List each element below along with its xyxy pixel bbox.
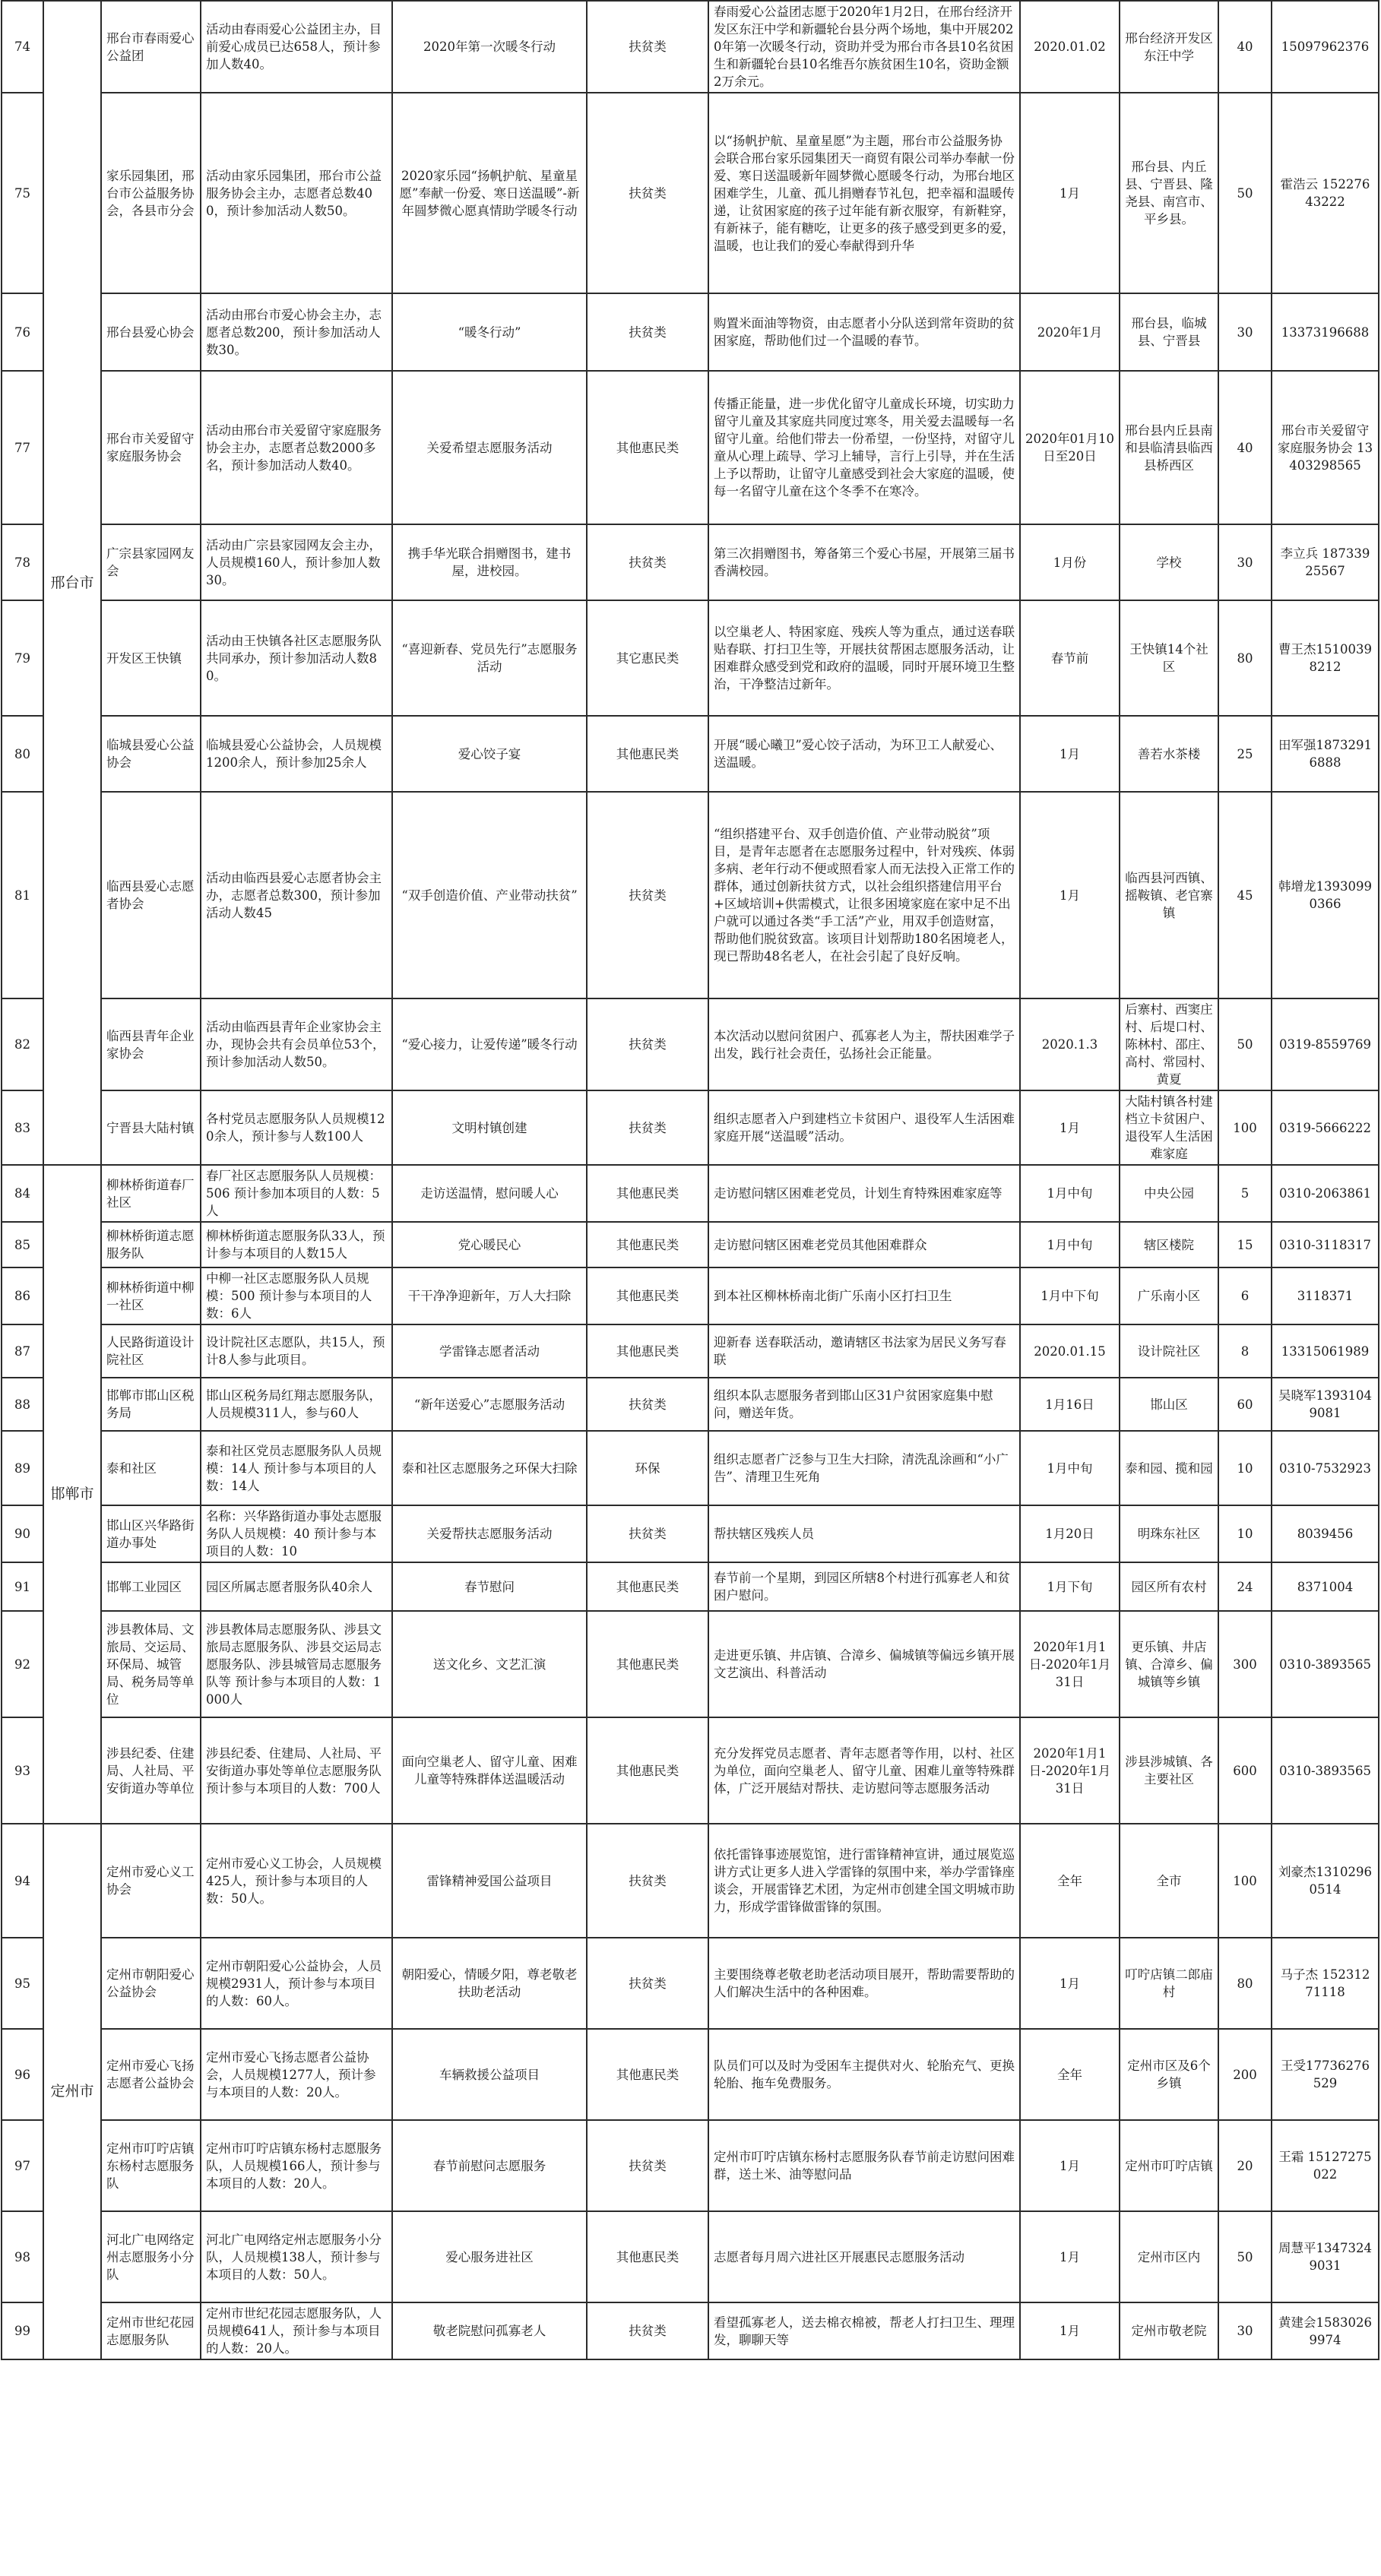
content-cell: 走访慰问辖区困难老党员其他困难群众 [708,1222,1020,1267]
time-cell: 1月中旬 [1020,1165,1120,1222]
activity-name-cell: 春节前慰问志愿服务 [392,2120,587,2211]
participants-cell: 45 [1218,792,1272,998]
content-cell: 到本社区柳林桥南北街广乐南小区打扫卫生 [708,1267,1020,1324]
time-cell: 2020年1月1日-2020年1月31日 [1020,1611,1120,1717]
table-row [2,1324,1379,1378]
place-cell: 邢台县、内丘县、宁晋县、隆尧县、南宫市、平乡县。 [1120,93,1218,293]
table-row [2,2120,1379,2211]
description-cell: 春厂社区志愿服务队人员规模：506 预计参加本项目的人数：5人 [201,1165,392,1222]
contact-cell: 田军强18732916888 [1272,716,1379,792]
organization-cell: 柳林桥街道春厂社区 [101,1165,201,1222]
contact-cell: 0310-7532923 [1272,1431,1379,1505]
description-cell: 定州市爱心飞扬志愿者公益协会，人员规模1277人，预计参与本项目的人数：20人。 [201,2029,392,2120]
table-row [2,792,1379,998]
content-cell: 购置米面油等物资，由志愿者小分队送到常年资助的贫困家庭，帮助他们过一个温暖的春节。 [708,293,1020,371]
row-number-cell: 81 [2,792,43,998]
activity-name-cell: “暖冬行动” [392,293,587,371]
place-cell: 涉县涉城镇、各主要社区 [1120,1717,1218,1824]
time-cell: 1月下旬 [1020,1562,1120,1611]
category-cell: 其他惠民类 [587,1562,708,1611]
content-cell: 以空巢老人、特困家庭、残疾人等为重点，通过送春联贴春联、打扫卫生等，开展扶贫帮困志愿服务活动，让困难群众感受到党和政府的温暖，同时开展环境卫生整治，干净整洁过新年。 [708,600,1020,716]
participants-cell: 200 [1218,2029,1272,2120]
contact-cell: 0310-3118317 [1272,1222,1379,1267]
description-cell: 活动由家乐园集团，邢台市公益服务协会主办，志愿者总数400，预计参加活动人数50。 [201,93,392,293]
contact-cell: 黄建会15830269974 [1272,2302,1379,2359]
description-cell: 涉县教体局志愿服务队、涉县文旅局志愿服务队、涉县交运局志愿服务队、涉县城管局志愿服务队等 预计参与本项目的人数：1000人 [201,1611,392,1717]
contact-cell: 13315061989 [1272,1324,1379,1378]
row-number-cell: 84 [2,1165,43,1222]
table-row [2,1222,1379,1267]
place-cell: 广乐南小区 [1120,1267,1218,1324]
participants-cell: 8 [1218,1324,1272,1378]
organization-cell: 开发区王快镇 [101,600,201,716]
table-row [2,2211,1379,2302]
content-cell: 本次活动以慰问贫困户、孤寡老人为主，帮扶困难学子出发，践行社会责任，弘扬社会正能量。 [708,998,1020,1090]
participants-cell: 30 [1218,293,1272,371]
organization-cell: 邢台市关爱留守家庭服务协会 [101,371,201,524]
contact-cell: 8039456 [1272,1505,1379,1562]
activity-name-cell: 2020年第一次暖冬行动 [392,1,587,93]
description-cell: 定州市叮咛店镇东杨村志愿服务队，人员规模166人，预计参与本项目的人数：20人。 [201,2120,392,2211]
participants-cell: 6 [1218,1267,1272,1324]
time-cell: 全年 [1020,2029,1120,2120]
contact-cell: 3118371 [1272,1267,1379,1324]
participants-cell: 100 [1218,1824,1272,1938]
organization-cell: 临西县青年企业家协会 [101,998,201,1090]
activity-name-cell: “喜迎新春、党员先行”志愿服务活动 [392,600,587,716]
organization-cell: 定州市朝阳爱心公益协会 [101,1938,201,2029]
category-cell: 扶贫类 [587,524,708,600]
description-cell: 河北广电网络定州志愿服务小分队，人员规模138人，预计参与本项目的人数：50人。 [201,2211,392,2302]
category-cell: 扶贫类 [587,93,708,293]
row-number-cell: 89 [2,1431,43,1505]
table-row [2,2302,1379,2359]
activity-name-cell: 泰和社区志愿服务之环保大扫除 [392,1431,587,1505]
category-cell: 其他惠民类 [587,1324,708,1378]
content-cell: 定州市叮咛店镇东杨村志愿服务队春节前走访慰问困难群，送土米、油等慰问品 [708,2120,1020,2211]
row-number-cell: 76 [2,293,43,371]
content-cell: 开展“暖心曦卫”爱心饺子活动，为环卫工人献爱心、送温暖。 [708,716,1020,792]
participants-cell: 100 [1218,1090,1272,1165]
contact-cell: 8371004 [1272,1562,1379,1611]
contact-cell: 0310-2063861 [1272,1165,1379,1222]
contact-cell: 王受17736276529 [1272,2029,1379,2120]
contact-cell: 周慧平13473249031 [1272,2211,1379,2302]
activity-name-cell: 携手华光联合捐赠图书，建书屋，进校园。 [392,524,587,600]
contact-cell: 霍浩云 15227643222 [1272,93,1379,293]
category-cell: 环保 [587,1431,708,1505]
activity-name-cell: 朝阳爱心，情暖夕阳，尊老敬老扶助老活动 [392,1938,587,2029]
organization-cell: 定州市世纪花园志愿服务队 [101,2302,201,2359]
content-cell: “组织搭建平台、双手创造价值、产业带动脱贫”项目，是青年志愿者在志愿服务过程中，针对残疾、体弱多病、老年行动不便或照看家人而无法投入正常工作的群体，通过创新扶贫方式，以社会组织搭建信用平台+区域培训+供需模式，让很多困境家庭在家中足不出户就可以通过各类“手工活”产业，用双手创造财富，帮助他们脱贫致富。该项目计划帮助180名困境老人，现已帮助48名老人，在社会引起了良好反响。 [708,792,1020,998]
description-cell: 活动由广宗县家园网友会主办，人员规模160人，预计参加人数30。 [201,524,392,600]
content-cell: 队员们可以及时为受困车主提供对火、轮胎充气、更换轮胎、拖车免费服务。 [708,2029,1020,2120]
category-cell: 其他惠民类 [587,371,708,524]
description-cell: 柳林桥街道志愿服务队33人，预计参与本项目的人数15人 [201,1222,392,1267]
content-cell: 组织本队志愿服务者到邯山区31户贫困家庭集中慰问，赠送年货。 [708,1378,1020,1431]
activity-name-cell: 雷锋精神爱国公益项目 [392,1824,587,1938]
time-cell: 1月中下旬 [1020,1267,1120,1324]
organization-cell: 定州市叮咛店镇东杨村志愿服务队 [101,2120,201,2211]
organization-cell: 临城县爱心公益协会 [101,716,201,792]
content-cell: 走进更乐镇、井店镇、合漳乡、偏城镇等偏远乡镇开展文艺演出、科普活动 [708,1611,1020,1717]
participants-cell: 300 [1218,1611,1272,1717]
table-row [2,1505,1379,1562]
activity-name-cell: “双手创造价值、产业带动扶贫” [392,792,587,998]
category-cell: 其他惠民类 [587,1611,708,1717]
city-cell [43,1165,101,1824]
table-row [2,1267,1379,1324]
organization-cell: 柳林桥街道中柳一社区 [101,1267,201,1324]
table-row [2,716,1379,792]
contact-cell: 马子杰 15231271118 [1272,1938,1379,2029]
organization-cell: 临西县爱心志愿者协会 [101,792,201,998]
contact-cell: 王霜 15127275022 [1272,2120,1379,2211]
place-cell: 全市 [1120,1824,1218,1938]
category-cell: 扶贫类 [587,1824,708,1938]
place-cell: 邢台县，临城县、宁晋县 [1120,293,1218,371]
category-cell: 其它惠民类 [587,600,708,716]
table-row [2,1090,1379,1165]
participants-cell: 30 [1218,2302,1272,2359]
participants-cell: 5 [1218,1165,1272,1222]
row-number-cell: 80 [2,716,43,792]
place-cell: 更乐镇、井店镇、合漳乡、偏城镇等乡镇 [1120,1611,1218,1717]
activity-name-cell: 走访送温情，慰问暖人心 [392,1165,587,1222]
activity-name-cell: “新年送爱心”志愿服务活动 [392,1378,587,1431]
place-cell: 后寨村、西窦庄村、后堤口村、陈林村、邵庄、高村、常园村、黄夏 [1120,998,1218,1090]
category-cell: 扶贫类 [587,1378,708,1431]
time-cell: 1月中旬 [1020,1222,1120,1267]
city-cell [43,1,101,1165]
activity-name-cell: 爱心服务进社区 [392,2211,587,2302]
row-number-cell: 82 [2,998,43,1090]
table-row [2,998,1379,1090]
category-cell: 其他惠民类 [587,2211,708,2302]
row-number-cell: 93 [2,1717,43,1824]
time-cell: 1月份 [1020,524,1120,600]
organization-cell: 邢台市春雨爱心公益团 [101,1,201,93]
content-cell: 以“扬帆护航、星童星愿”为主题，邢台市公益服务协会联合邢台家乐园集团天一商贸有限公司举办奉献一份爱、寒日送温暖新年圆梦微心愿暖冬行动，为邢台地区困难学生，儿童、孤儿捐赠春节礼包，把幸福和温暖传递，让贫困家庭的孩子过年能有新衣服穿，有新鞋穿，有新袜子，能有糖吃，让更多的孩子感受到更多的爱，温暖，也让我们的爱心奉献得到升华 [708,93,1020,293]
activity-name-cell: 面向空巢老人、留守儿童、困难儿童等特殊群体送温暖活动 [392,1717,587,1824]
activity-name-cell: 关爱帮扶志愿服务活动 [392,1505,587,1562]
content-cell: 帮扶辖区残疾人员 [708,1505,1020,1562]
row-number-cell: 88 [2,1378,43,1431]
place-cell: 学校 [1120,524,1218,600]
category-cell: 扶贫类 [587,293,708,371]
participants-cell: 30 [1218,524,1272,600]
category-cell: 其他惠民类 [587,1222,708,1267]
place-cell: 临西县河西镇、摇鞍镇、老官寨镇 [1120,792,1218,998]
category-cell: 扶贫类 [587,1,708,93]
category-cell: 扶贫类 [587,1938,708,2029]
organization-cell: 涉县纪委、住建局、人社局、平安街道办等单位 [101,1717,201,1824]
place-cell: 邢台县内丘县南和县临清县临西县桥西区 [1120,371,1218,524]
place-cell: 定州市叮咛店镇 [1120,2120,1218,2211]
row-number-cell: 90 [2,1505,43,1562]
category-cell: 扶贫类 [587,2302,708,2359]
time-cell: 1月 [1020,2211,1120,2302]
contact-cell: 0319-8559769 [1272,998,1379,1090]
row-number-cell: 83 [2,1090,43,1165]
row-number-cell: 95 [2,1938,43,2029]
organization-cell: 邢台县爱心协会 [101,293,201,371]
table-row [2,524,1379,600]
city-label: 邢台市 [50,574,94,591]
place-cell: 泰和园、揽和园 [1120,1431,1218,1505]
time-cell: 1月 [1020,716,1120,792]
activity-name-cell: 2020家乐园“扬帆护航、星童星愿”奉献一份爱、寒日送温暖”-新年圆梦微心愿真情助学暖冬行动 [392,93,587,293]
place-cell: 中央公园 [1120,1165,1218,1222]
table-row [2,1938,1379,2029]
category-cell: 其他惠民类 [587,2029,708,2120]
time-cell: 1月20日 [1020,1505,1120,1562]
time-cell: 1月 [1020,93,1120,293]
description-cell: 定州市朝阳爱心公益协会，人员规模2931人，预计参与本项目的人数：60人。 [201,1938,392,2029]
row-number-cell: 86 [2,1267,43,1324]
organization-cell: 河北广电网络定州志愿服务小分队 [101,2211,201,2302]
description-cell: 活动由邢台市关爱留守家庭服务协会主办，志愿者总数2000多名，预计参加活动人数40。 [201,371,392,524]
place-cell: 设计院社区 [1120,1324,1218,1378]
activity-name-cell: 爱心饺子宴 [392,716,587,792]
content-cell: 主要围绕尊老敬老助老活动项目展开，帮助需要帮助的人们解决生活中的各种困难。 [708,1938,1020,2029]
place-cell: 园区所有农村 [1120,1562,1218,1611]
participants-cell: 10 [1218,1431,1272,1505]
participants-cell: 25 [1218,716,1272,792]
content-cell: 迎新春 送春联活动，邀请辖区书法家为居民义务写春联 [708,1324,1020,1378]
organization-cell: 邯郸市邯山区税务局 [101,1378,201,1431]
participants-cell: 50 [1218,93,1272,293]
contact-cell: 邢台市关爱留守家庭服务协会 13403298565 [1272,371,1379,524]
content-cell: 组织志愿者广泛参与卫生大扫除，清洗乱涂画和“小广告”、清理卫生死角 [708,1431,1020,1505]
description-cell: 园区所属志愿者服务队40余人 [201,1562,392,1611]
contact-cell: 0310-3893565 [1272,1717,1379,1824]
row-number-cell: 77 [2,371,43,524]
participants-cell: 40 [1218,371,1272,524]
participants-cell: 80 [1218,600,1272,716]
activity-name-cell: 学雷锋志愿者活动 [392,1324,587,1378]
time-cell: 1月中旬 [1020,1431,1120,1505]
table-row [2,1562,1379,1611]
time-cell: 2020.1.3 [1020,998,1120,1090]
contact-cell: 吴晓军13931049081 [1272,1378,1379,1431]
place-cell: 邯山区 [1120,1378,1218,1431]
time-cell: 1月 [1020,2302,1120,2359]
participants-cell: 24 [1218,1562,1272,1611]
time-cell: 1月 [1020,2120,1120,2211]
row-number-cell: 94 [2,1824,43,1938]
organization-cell: 人民路街道设计院社区 [101,1324,201,1378]
table-row [2,1,1379,93]
row-number-cell: 91 [2,1562,43,1611]
place-cell: 邢台经济开发区东汪中学 [1120,1,1218,93]
time-cell: 2020.01.15 [1020,1324,1120,1378]
contact-cell: 0319-5666222 [1272,1090,1379,1165]
place-cell: 王快镇14个社区 [1120,600,1218,716]
activity-name-cell: 春节慰问 [392,1562,587,1611]
table-row [2,371,1379,524]
city-label: 邯郸市 [50,1486,94,1502]
table-row [2,1165,1379,1222]
organization-cell: 邯郸工业园区 [101,1562,201,1611]
time-cell: 1月 [1020,792,1120,998]
table-row [2,1717,1379,1824]
row-number-cell: 78 [2,524,43,600]
organization-cell: 定州市爱心飞扬志愿者公益协会 [101,2029,201,2120]
place-cell: 定州市区内 [1120,2211,1218,2302]
activity-name-cell: 敬老院慰问孤寡老人 [392,2302,587,2359]
row-number-cell: 74 [2,1,43,93]
description-cell: 定州市爱心义工协会，人员规模425人，预计参与本项目的人数：50人。 [201,1824,392,1938]
contact-cell: 13373196688 [1272,293,1379,371]
category-cell: 其他惠民类 [587,716,708,792]
row-number-cell: 99 [2,2302,43,2359]
time-cell: 2020年1月 [1020,293,1120,371]
description-cell: 各村党员志愿服务队人员规模120余人，预计参与人数100人 [201,1090,392,1165]
row-number-cell: 75 [2,93,43,293]
organization-cell: 家乐园集团，邢台市公益服务协会，各县市分会 [101,93,201,293]
category-cell: 其他惠民类 [587,1165,708,1222]
place-cell: 叮咛店镇二郎庙村 [1120,1938,1218,2029]
time-cell: 1月 [1020,1090,1120,1165]
time-cell: 全年 [1020,1824,1120,1938]
organization-cell: 柳林桥街道志愿服务队 [101,1222,201,1267]
row-number-cell: 98 [2,2211,43,2302]
table-row [2,93,1379,293]
activity-name-cell: 送文化乡、文艺汇演 [392,1611,587,1717]
content-cell: 志愿者每月周六进社区开展惠民志愿服务活动 [708,2211,1020,2302]
description-cell: 中柳一社区志愿服务队人员规模：500 预计参与本项目的人数：6人 [201,1267,392,1324]
row-number-cell: 92 [2,1611,43,1717]
organization-cell: 邯山区兴华路街道办事处 [101,1505,201,1562]
description-cell: 定州市世纪花园志愿服务队，人员规模641人，预计参与本项目的人数：20人。 [201,2302,392,2359]
table-row [2,1431,1379,1505]
city-label: 定州市 [50,2083,94,2100]
description-cell: 活动由临西县青年企业家协会主办，现协会共有会员单位53个，预计参加活动人数50。 [201,998,392,1090]
content-cell: 看望孤寡老人，送去棉衣棉被，帮老人打扫卫生、理理发，聊聊天等 [708,2302,1020,2359]
participants-cell: 15 [1218,1222,1272,1267]
description-cell: 活动由邢台市爱心协会主办，志愿者总数200，预计参加活动人数30。 [201,293,392,371]
category-cell: 扶贫类 [587,792,708,998]
table-row [2,1611,1379,1717]
time-cell: 2020.01.02 [1020,1,1120,93]
organization-cell: 宁晋县大陆村镇 [101,1090,201,1165]
activity-name-cell: “爱心接力，让爱传递”暖冬行动 [392,998,587,1090]
category-cell: 扶贫类 [587,998,708,1090]
content-cell: 组织志愿者入户到建档立卡贫困户、退役军人生活困难家庭开展“送温暖”活动。 [708,1090,1020,1165]
contact-cell: 0310-3893565 [1272,1611,1379,1717]
place-cell: 明珠东社区 [1120,1505,1218,1562]
participants-cell: 10 [1218,1505,1272,1562]
row-number-cell: 87 [2,1324,43,1378]
time-cell: 1月16日 [1020,1378,1120,1431]
contact-cell: 韩增龙13930990366 [1272,792,1379,998]
place-cell: 定州市区及6个乡镇 [1120,2029,1218,2120]
table-row [2,1378,1379,1431]
participants-cell: 600 [1218,1717,1272,1824]
place-cell: 辖区楼院 [1120,1222,1218,1267]
organization-cell: 涉县教体局、文旅局、交运局、环保局、城管局、税务局等单位 [101,1611,201,1717]
activity-name-cell: 车辆救援公益项目 [392,2029,587,2120]
category-cell: 扶贫类 [587,2120,708,2211]
category-cell: 扶贫类 [587,1090,708,1165]
participants-cell: 80 [1218,1938,1272,2029]
participants-cell: 60 [1218,1378,1272,1431]
organization-cell: 广宗县家园网友会 [101,524,201,600]
contact-cell: 刘豪杰13102960514 [1272,1824,1379,1938]
category-cell: 扶贫类 [587,1505,708,1562]
content-cell: 第三次捐赠图书，筹备第三个爱心书屋，开展第三届书香满校园。 [708,524,1020,600]
contact-cell: 15097962376 [1272,1,1379,93]
content-cell: 春节前一个星期，到园区所辖8个村进行孤寡老人和贫困户慰问。 [708,1562,1020,1611]
contact-cell: 曹王杰15100398212 [1272,600,1379,716]
row-number-cell: 85 [2,1222,43,1267]
content-cell: 走访慰问辖区困难老党员，计划生育特殊困难家庭等 [708,1165,1020,1222]
place-cell: 大陆村镇各村建档立卡贫困户、退役军人生活困难家庭 [1120,1090,1218,1165]
participants-cell: 20 [1218,2120,1272,2211]
category-cell: 其他惠民类 [587,1717,708,1824]
table-row [2,600,1379,716]
description-cell: 泰和社区党员志愿服务队人员规模：14人 预计参与本项目的人数：14人 [201,1431,392,1505]
content-cell: 充分发挥党员志愿者、青年志愿者等作用，以村、社区为单位，面向空巢老人、留守儿童、困难儿童等特殊群体，广泛开展結对帮扶、走访慰问等志愿服务活动 [708,1717,1020,1824]
contact-cell: 李立兵 18733925567 [1272,524,1379,600]
organization-cell: 泰和社区 [101,1431,201,1505]
description-cell: 活动由王快镇各社区志愿服务队共同承办，预计参加活动人数80。 [201,600,392,716]
description-cell: 活动由春雨爱心公益团主办，目前爱心成员已达658人，预计参加人数40。 [201,1,392,93]
table-row [2,293,1379,371]
activity-name-cell: 干干净净迎新年，万人大扫除 [392,1267,587,1324]
table-row [2,2029,1379,2120]
description-cell: 设计院社区志愿队，共15人，预计8人参与此项目。 [201,1324,392,1378]
city-cell [43,1824,101,2359]
row-number-cell: 97 [2,2120,43,2211]
description-cell: 涉县纪委、住建局、人社局、平安街道办事处等单位志愿服务队 预计参与本项目的人数：700人 [201,1717,392,1824]
activity-name-cell: 关爱希望志愿服务活动 [392,371,587,524]
content-cell: 依托雷锋事迹展览馆，进行雷锋精神宣讲，通过展览巡讲方式让更多人进入学雷锋的氛围中来，举办学雷锋座谈会，开展雷锋艺术团，为定州市创建全国文明城市助力，形成学雷锋做雷锋的氛围。 [708,1824,1020,1938]
activity-name-cell: 党心暖民心 [392,1222,587,1267]
description-cell: 临城县爱心公益协会，人员规模1200余人，预计参加25余人 [201,716,392,792]
participants-cell: 50 [1218,998,1272,1090]
description-cell: 邯山区税务局红翔志愿服务队，人员规模311人，参与60人 [201,1378,392,1431]
time-cell: 2020年1月1日-2020年1月31日 [1020,1717,1120,1824]
description-cell: 名称：兴华路街道办事处志愿服务队人员规模：40 预计参与本项目的人数：10 [201,1505,392,1562]
time-cell: 2020年01月10日至20日 [1020,371,1120,524]
description-cell: 活动由临西县爱心志愿者协会主办，志愿者总数300，预计参加活动人数45 [201,792,392,998]
row-number-cell: 79 [2,600,43,716]
category-cell: 其他惠民类 [587,1267,708,1324]
participants-cell: 40 [1218,1,1272,93]
place-cell: 定州市敬老院 [1120,2302,1218,2359]
volunteer-activity-table [1,0,1379,2360]
time-cell: 1月 [1020,1938,1120,2029]
content-cell: 传播正能量，进一步优化留守儿童成长环境，切实助力留守儿童及其家庭共同度过寒冬，用关爱去温暖每一名留守儿童。给他们带去一份希望，一份坚持，对留守儿童从心理上疏导、学习上辅导，言行上引导，并在生活上予以帮助，让留守儿童感受到社会大家庭的温暖，使每一名留守儿童在这个冬季不在寒冷。 [708,371,1020,524]
time-cell: 春节前 [1020,600,1120,716]
place-cell: 善若水茶楼 [1120,716,1218,792]
row-number-cell: 96 [2,2029,43,2120]
participants-cell: 50 [1218,2211,1272,2302]
table-row [2,1824,1379,1938]
activity-name-cell: 文明村镇创建 [392,1090,587,1165]
content-cell: 春雨爱心公益团志愿于2020年1月2日，在邢台经济开发区东汪中学和新疆轮台县分两个场地，集中开展2020年第一次暖冬行动，资助并受为邢台市各县10名贫困生和新疆轮台县10名维吾尔族贫困生10名，资助金额2万余元。 [708,1,1020,93]
organization-cell: 定州市爱心义工协会 [101,1824,201,1938]
